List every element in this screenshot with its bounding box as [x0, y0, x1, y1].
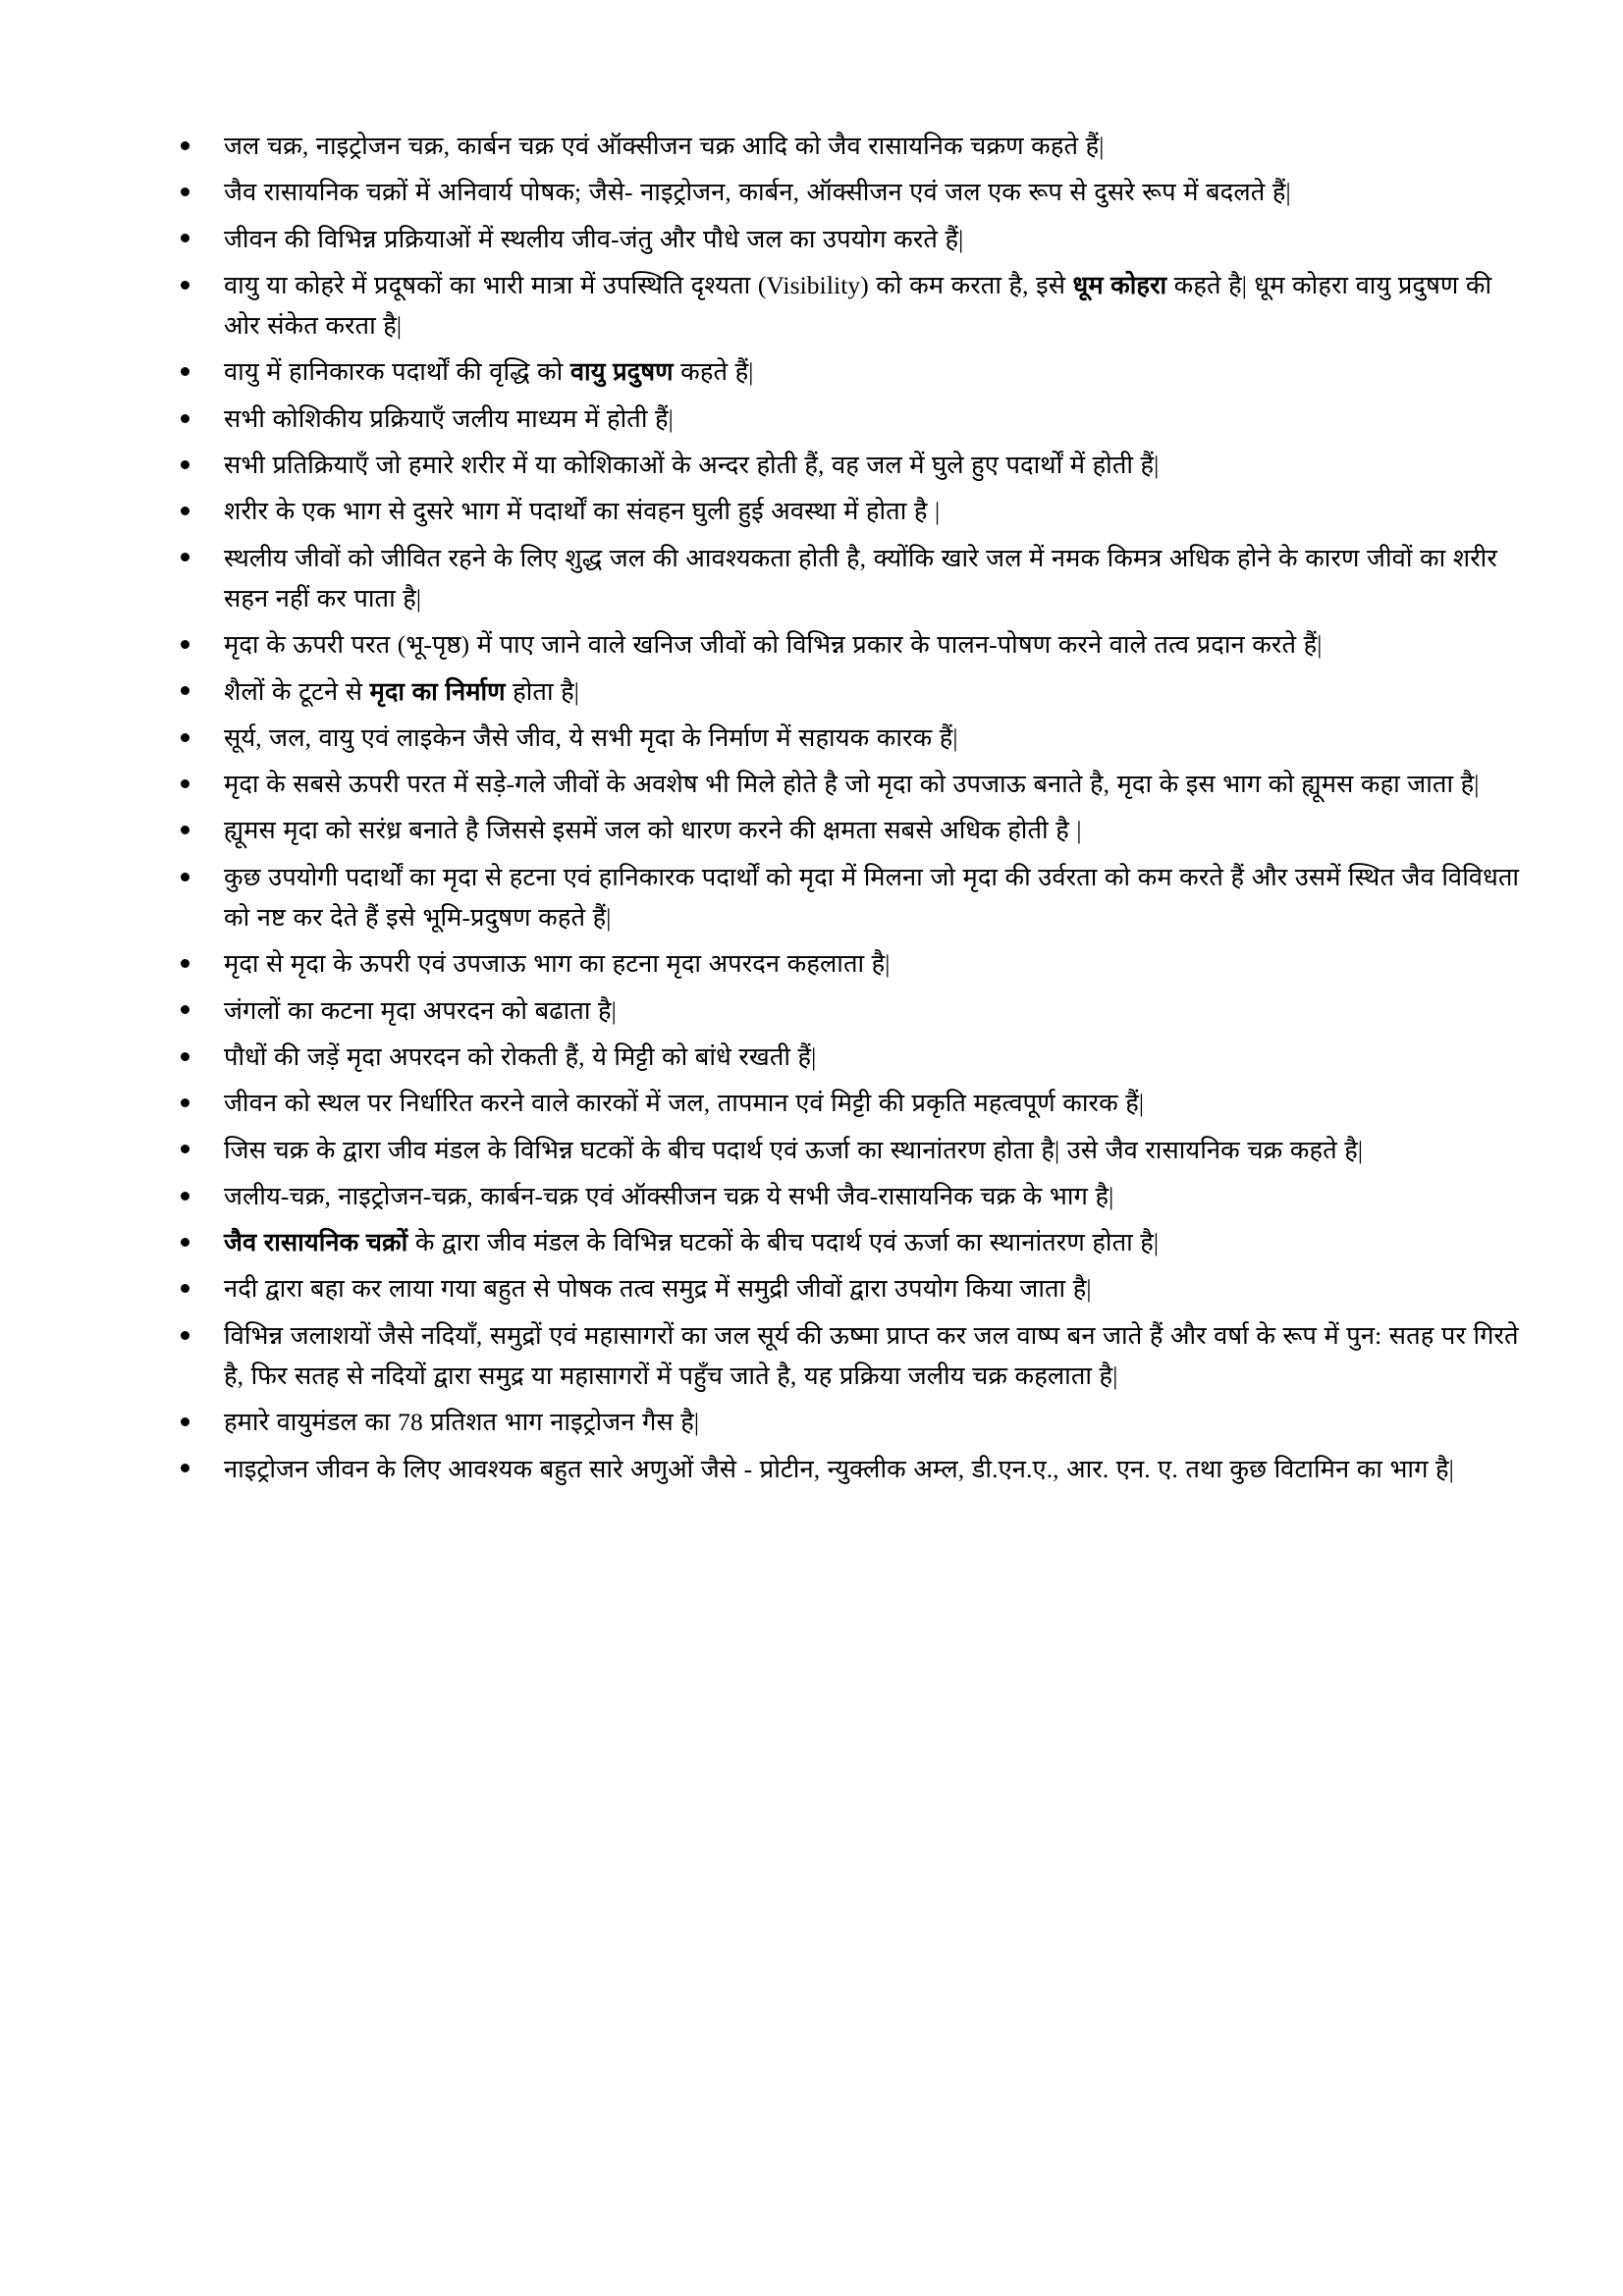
text-run: मृदा से मृदा के ऊपरी एवं उपजाऊ भाग का हटना मृदा अपरदन कहलाता है|	[224, 949, 891, 979]
list-item	[173, 1268, 1521, 1308]
list-item-text	[224, 671, 1521, 712]
list-item-text	[224, 810, 1521, 850]
list-item-text	[224, 943, 1521, 984]
text-run: जीवन की विभिन्न प्रक्रियाओं में स्थलीय जीव-जंतु और पौधे जल का उपयोग करते हैं|	[224, 224, 964, 253]
text-run: कहते है| धूम कोहरा वायु प्रदुषण की ओर संकेत करता है|	[224, 270, 1492, 341]
list-item	[173, 1402, 1521, 1442]
emphasis-term: जैव रासायनिक चक्रों	[224, 1228, 408, 1257]
text-run: विभिन्न जलाशयों जैसे नदियाँ, समुद्रों एवं महासागरों का जल सूर्य की ऊष्मा प्राप्त कर जल वाष्प बन जाते हैं और वर्षा के रूप में पुन: सतह पर गिरते है, फिर सतह से नदियों द्वारा समुद्र या महासागरों में पहुँच जाते है, यह प्रक्रिया जलीय चक्र कहलाता है|	[224, 1320, 1519, 1391]
list-item-text	[224, 1402, 1521, 1442]
list-item	[173, 671, 1521, 712]
list-item-text	[224, 126, 1521, 166]
text-run: जलीय-चक्र, नाइट्रोजन-चक्र, कार्बन-चक्र एवं ऑक्सीजन चक्र ये सभी जैव-रासायनिक चक्र के भाग है|	[224, 1181, 1114, 1210]
text-run: जंगलों का कटना मृदा अपरदन को बढाता है|	[224, 995, 617, 1025]
text-run: मृदा के सबसे ऊपरी परत में सड़े-गले जीवों के अवशेष भी मिले होते है जो मृदा को उपजाऊ बनाते है, मृदा के इस भाग को ह्यूमस कहा जाता है|	[224, 770, 1480, 799]
list-item	[173, 172, 1521, 212]
list-item-text	[224, 1037, 1521, 1077]
text-run: के द्वारा जीव मंडल के विभिन्न घटकों के बीच पदार्थ एवं ऊर्जा का स्थानांतरण होता है|	[407, 1228, 1160, 1257]
list-item	[173, 1222, 1521, 1262]
list-item-text	[224, 764, 1521, 804]
list-item	[173, 126, 1521, 166]
text-run: कहते हैं|	[673, 357, 754, 387]
text-run: सभी कोशिकीय प्रक्रियाएँ जलीय माध्यम में होती हैं|	[224, 403, 674, 433]
text-run: हमारे वायुमंडल का 78 प्रतिशत भाग नाइट्रोजन गैस है|	[224, 1408, 700, 1437]
text-run: शैलों के टूटने से	[224, 676, 370, 706]
text-run: ह्यूमस मृदा को सरंध्र बनाते है जिससे इसमें जल को धारण करने की क्षमता सबसे अधिक होती है |	[224, 816, 1082, 845]
list-item	[173, 445, 1521, 485]
text-run: वायु या कोहरे में प्रदूषकों का भारी मात्रा में उपस्थिति दृश्यता (Visibility) को कम करता है, इसे	[224, 270, 1073, 299]
list-item	[173, 1037, 1521, 1077]
list-item	[173, 857, 1521, 938]
list-item-text	[224, 1315, 1521, 1397]
text-run: वायु में हानिकारक पदार्थों की वृद्धि को	[224, 357, 570, 387]
text-run: कुछ उपयोगी पदार्थों का मृदा से हटना एवं हानिकारक पदार्थों को मृदा में मिलना जो मृदा की उर्वरता को कम करते हैं और उसमें स्थित जैव विविधता को नष्ट कर देते हैं इसे भूमि-प्रदुषण कहते हैं|	[224, 862, 1520, 933]
list-item	[173, 1130, 1521, 1170]
list-item-text	[224, 1083, 1521, 1123]
list-item	[173, 1315, 1521, 1397]
list-item	[173, 1083, 1521, 1123]
list-item-text	[224, 445, 1521, 485]
text-run: स्थलीय जीवों को जीवित रहने के लिए शुद्ध जल की आवश्यकता होती है, क्योंकि खारे जल में नमक किमत्र अधिक होने के कारण जीवों का शरीर सहन नहीं कर पाता है|	[224, 543, 1497, 613]
text-run: शरीर के एक भाग से दुसरे भाग में पदार्थों का संवहन घुली हुई अवस्था में होता है |	[224, 497, 941, 526]
list-item	[173, 265, 1521, 347]
emphasis-term: मृदा का निर्माण	[369, 676, 506, 706]
list-item	[173, 399, 1521, 439]
list-item-text	[224, 538, 1521, 619]
list-item-text	[224, 1130, 1521, 1170]
list-item-text	[224, 265, 1521, 347]
list-item-text	[224, 399, 1521, 439]
text-run: सभी प्रतिक्रियाएँ जो हमारे शरीर में या कोशिकाओं के अन्दर होती हैं, वह जल में घुले हुए पदार्थों में होती हैं|	[224, 451, 1160, 480]
text-run: जीवन को स्थल पर निर्धारित करने वाले कारकों में जल, तापमान एवं मिट्टी की प्रकृति महत्वपूर्ण कारक हैं|	[224, 1089, 1145, 1118]
emphasis-term: वायु प्रदुषण	[569, 357, 674, 387]
list-item	[173, 624, 1521, 665]
list-item-text	[224, 172, 1521, 212]
list-item-text	[224, 1268, 1521, 1308]
list-item-text	[224, 491, 1521, 531]
text-run: जैव रासायनिक चक्रों में अनिवार्य पोषक; जैसे- नाइट्रोजन, कार्बन, ऑक्सीजन एवं जल एक रूप से दुसरे रूप में बदलते हैं|	[224, 178, 1291, 207]
list-item-text	[224, 219, 1521, 259]
list-item	[173, 491, 1521, 531]
list-item-text	[224, 351, 1521, 392]
list-item-text	[224, 1222, 1521, 1262]
text-run: पौधों की जड़ें मृदा अपरदन को रोकती हैं, ये मिट्टी को बांधे रखती हैं|	[224, 1041, 817, 1071]
list-item	[173, 219, 1521, 259]
list-item-text	[224, 624, 1521, 665]
list-item	[173, 990, 1521, 1031]
list-item	[173, 351, 1521, 392]
list-item	[173, 943, 1521, 984]
list-item	[173, 538, 1521, 619]
list-item-text	[224, 857, 1521, 938]
emphasis-term: धूम कोहरा	[1072, 270, 1167, 299]
text-run: होता है|	[505, 676, 579, 706]
text-run: जिस चक्र के द्वारा जीव मंडल के विभिन्न घटकों के बीच पदार्थ एवं ऊर्जा का स्थानांतरण होता है| उसे जैव रासायनिक चक्र कहते है|	[224, 1135, 1364, 1164]
list-item	[173, 1176, 1521, 1216]
text-run: सूर्य, जल, वायु एवं लाइकेन जैसे जीव, ये सभी मृदा के निर्माण में सहायक कारक हैं|	[224, 722, 958, 752]
text-run: मृदा के ऊपरी परत (भू-पृष्ठ) में पाए जाने वाले खनिज जीवों को विभिन्न प्रकार के पालन-पोषण करने वाले तत्व प्रदान करते हैं|	[224, 630, 1323, 660]
list-item-text	[224, 1176, 1521, 1216]
list-item	[173, 718, 1521, 758]
text-run: नाइट्रोजन जीवन के लिए आवश्यक बहुत सारे अणुओं जैसे - प्रोटीन, न्युक्लीक अम्ल, डी.एन.ए., आर. एन. ए. तथा कुछ विटामिन का भाग है|	[224, 1454, 1454, 1483]
text-run: जल चक्र, नाइट्रोजन चक्र, कार्बन चक्र एवं ऑक्सीजन चक्र आदि को जैव रासायनिक चक्रण कहते हैं|	[224, 132, 1105, 160]
list-item-text	[224, 718, 1521, 758]
text-run: नदी द्वारा बहा कर लाया गया बहुत से पोषक तत्व समुद्र में समुद्री जीवों द्वारा उपयोग किया जाता है|	[224, 1274, 1092, 1304]
list-item-text	[224, 990, 1521, 1031]
list-item	[173, 810, 1521, 850]
list-item	[173, 764, 1521, 804]
list-item-text	[224, 1449, 1521, 1489]
notes-bullet-list	[173, 126, 1521, 1489]
list-item	[173, 1449, 1521, 1489]
